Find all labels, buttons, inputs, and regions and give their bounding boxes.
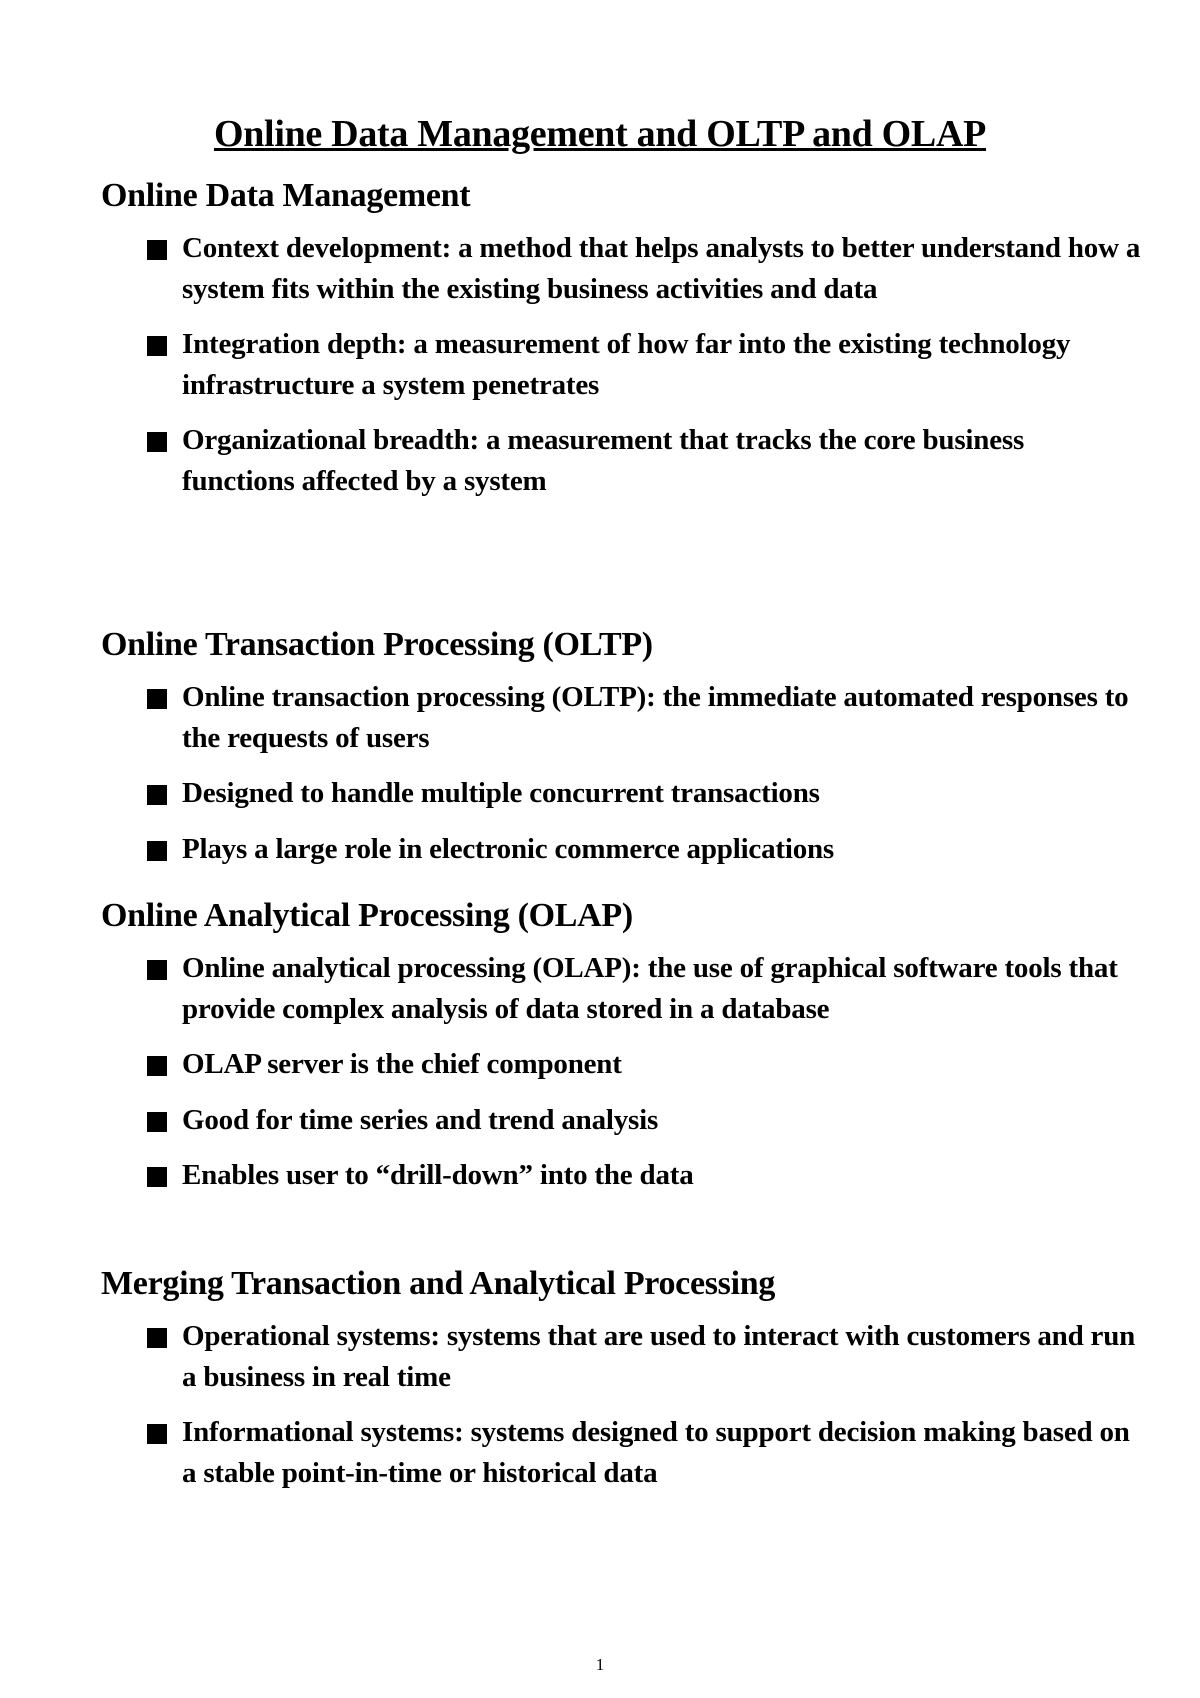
bullet-list xyxy=(101,677,1141,869)
square-bullet-icon xyxy=(147,1112,167,1132)
bullet-text: Organizational breadth: a measurement that tracks the core business functions affected by a system xyxy=(182,424,1025,497)
list-item xyxy=(101,420,1141,501)
bullet-text: Context development: a method that helps analysts to better understand how a system fits within the existing business activities and data xyxy=(182,232,1141,305)
bullet-text: Good for time series and trend analysis xyxy=(182,1103,659,1136)
square-bullet-icon xyxy=(147,1056,167,1076)
square-bullet-icon xyxy=(147,1424,167,1444)
section-merging-processing xyxy=(101,1261,1141,1493)
bullet-text: Informational systems: systems designed to support decision making based on a stable point-in-time or historical data xyxy=(182,1416,1130,1489)
bullet-text: Plays a large role in electronic commerce applications xyxy=(182,832,835,865)
bullet-list xyxy=(101,1316,1141,1493)
bullet-text: Online transaction processing (OLTP): the immediate automated responses to the requests of users xyxy=(182,681,1129,754)
page-number: 1 xyxy=(595,1655,605,1674)
square-bullet-icon xyxy=(147,432,167,452)
bullet-list xyxy=(101,948,1141,1196)
list-item xyxy=(101,228,1141,309)
section-heading: Online Data Management xyxy=(101,177,471,214)
list-item xyxy=(101,1155,1141,1196)
bullet-text: Designed to handle multiple concurrent transactions xyxy=(182,777,820,809)
section-oltp xyxy=(101,622,1141,869)
bullet-text: Online analytical processing (OLAP): the use of graphical software tools that provide complex analysis of data stored in a database xyxy=(182,952,1118,1025)
list-item xyxy=(101,324,1141,405)
section-heading: Online Transaction Processing (OLTP) xyxy=(101,626,653,663)
square-bullet-icon xyxy=(147,1328,167,1348)
bullet-text: Integration depth: a measurement of how far into the existing technology infrastructure a system penetrates xyxy=(182,328,1071,401)
list-item xyxy=(101,1044,1141,1085)
list-item xyxy=(101,1316,1141,1397)
list-item xyxy=(101,1412,1141,1493)
square-bullet-icon xyxy=(147,841,167,861)
square-bullet-icon xyxy=(147,689,167,709)
square-bullet-icon xyxy=(147,336,167,356)
bullet-text: Operational systems: systems that are used to interact with customers and run a business in real time xyxy=(182,1320,1136,1393)
section-online-data-management xyxy=(101,173,1141,501)
square-bullet-icon xyxy=(147,960,167,980)
square-bullet-icon xyxy=(147,240,167,260)
document-title: Online Data Management and OLTP and OLAP xyxy=(213,113,987,155)
section-heading: Merging Transaction and Analytical Processing xyxy=(101,1265,776,1302)
bullet-text: Enables user to “drill-down” into the data xyxy=(182,1159,694,1191)
list-item xyxy=(101,1100,1141,1141)
list-item xyxy=(101,948,1141,1029)
section-heading: Online Analytical Processing (OLAP) xyxy=(101,897,633,934)
list-item xyxy=(101,677,1141,758)
section-olap xyxy=(101,893,1141,1196)
bullet-text: OLAP server is the chief component xyxy=(182,1048,622,1080)
list-item xyxy=(101,773,1141,814)
square-bullet-icon xyxy=(147,785,167,805)
square-bullet-icon xyxy=(147,1167,167,1187)
list-item xyxy=(101,829,1141,870)
bullet-list xyxy=(101,228,1141,501)
